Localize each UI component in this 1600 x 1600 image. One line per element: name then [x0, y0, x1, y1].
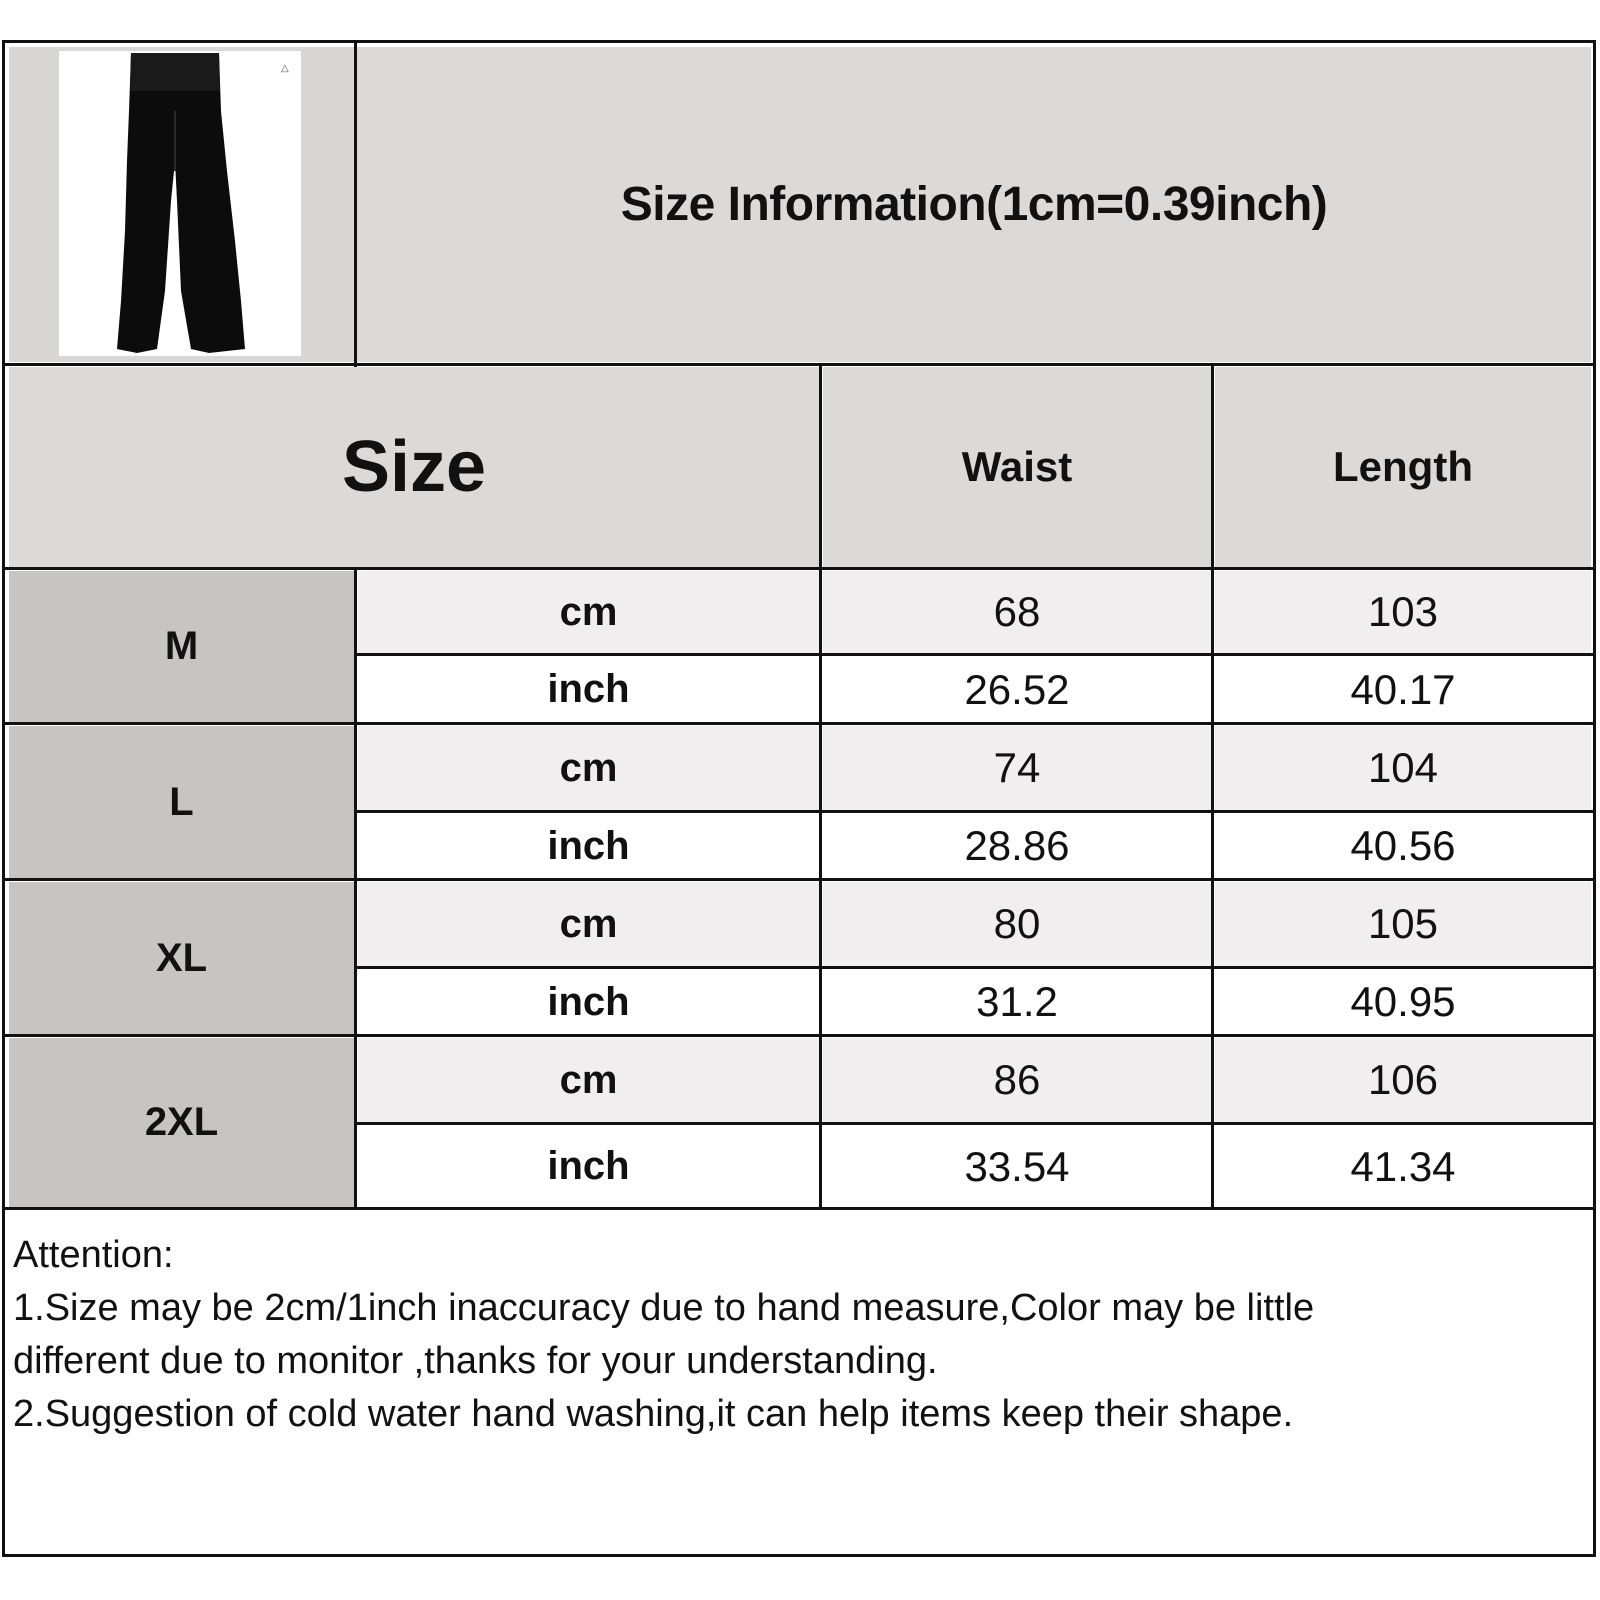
size-chart	[2, 40, 1596, 1557]
svg-text:△: △	[281, 63, 289, 74]
waist-value: 74	[823, 726, 1211, 810]
size-label-xl: XL	[9, 882, 354, 1034]
length-header-label: Length	[1333, 443, 1473, 490]
grid-line	[354, 653, 1595, 656]
unit-cell: inch	[358, 970, 819, 1034]
size-label-l: L	[9, 726, 354, 878]
attention-line: different due to monitor ,thanks for your understanding.	[13, 1340, 938, 1382]
length-value: 40.17	[1215, 657, 1591, 722]
unit-cell: inch	[358, 814, 819, 878]
grid-line	[1211, 363, 1214, 1210]
attention-notes	[13, 1229, 1583, 1441]
product-photo-cell	[9, 47, 354, 362]
attention-heading: Attention:	[13, 1234, 174, 1276]
grid-line	[5, 722, 1595, 725]
grid-line	[5, 1034, 1595, 1037]
chart-title: Size Information(1cm=0.39inch)	[620, 178, 1328, 231]
grid-line	[354, 43, 357, 367]
waist-value: 80	[823, 882, 1211, 966]
size-header	[9, 367, 819, 567]
product-photo	[59, 51, 301, 356]
grid-line	[5, 878, 1595, 881]
grid-line	[354, 810, 1595, 813]
grid-line	[819, 363, 822, 1210]
waist-value: 33.54	[823, 1126, 1211, 1207]
unit-cell: cm	[358, 571, 819, 653]
length-value: 103	[1215, 571, 1591, 653]
grid-line	[354, 567, 357, 1210]
unit-cell: inch	[358, 657, 819, 722]
grid-line	[5, 567, 1595, 570]
grid-line	[354, 966, 1595, 969]
length-value: 104	[1215, 726, 1591, 810]
grid-line	[5, 1207, 1595, 1210]
size-header-label: Size	[341, 427, 487, 507]
unit-cell: inch	[358, 1126, 819, 1207]
unit-cell: cm	[358, 882, 819, 966]
attention-line: 2.Suggestion of cold water hand washing,it can help items keep their shape.	[13, 1393, 1294, 1435]
grid-line	[354, 1122, 1595, 1125]
attention-line: 1.Size may be 2cm/1inch inaccuracy due to hand measure,Color may be little	[13, 1287, 1315, 1329]
waist-value: 68	[823, 571, 1211, 653]
length-value: 41.34	[1215, 1126, 1591, 1207]
waist-value: 26.52	[823, 657, 1211, 722]
length-value: 40.95	[1215, 970, 1591, 1034]
size-label-m: M	[9, 571, 354, 722]
waist-header-label: Waist	[961, 443, 1073, 490]
waist-value: 28.86	[823, 814, 1211, 878]
waist-header	[823, 367, 1211, 567]
length-value: 106	[1215, 1038, 1591, 1122]
waist-value: 86	[823, 1038, 1211, 1122]
unit-cell: cm	[358, 1038, 819, 1122]
length-value: 40.56	[1215, 814, 1591, 878]
waist-value: 31.2	[823, 970, 1211, 1034]
unit-cell: cm	[358, 726, 819, 810]
size-label-2xl: 2XL	[9, 1038, 354, 1207]
wide-leg-pants-icon	[59, 51, 301, 356]
length-header	[1215, 367, 1591, 567]
grid-line	[5, 363, 1595, 366]
title-cell	[357, 47, 1591, 362]
length-value: 105	[1215, 882, 1591, 966]
